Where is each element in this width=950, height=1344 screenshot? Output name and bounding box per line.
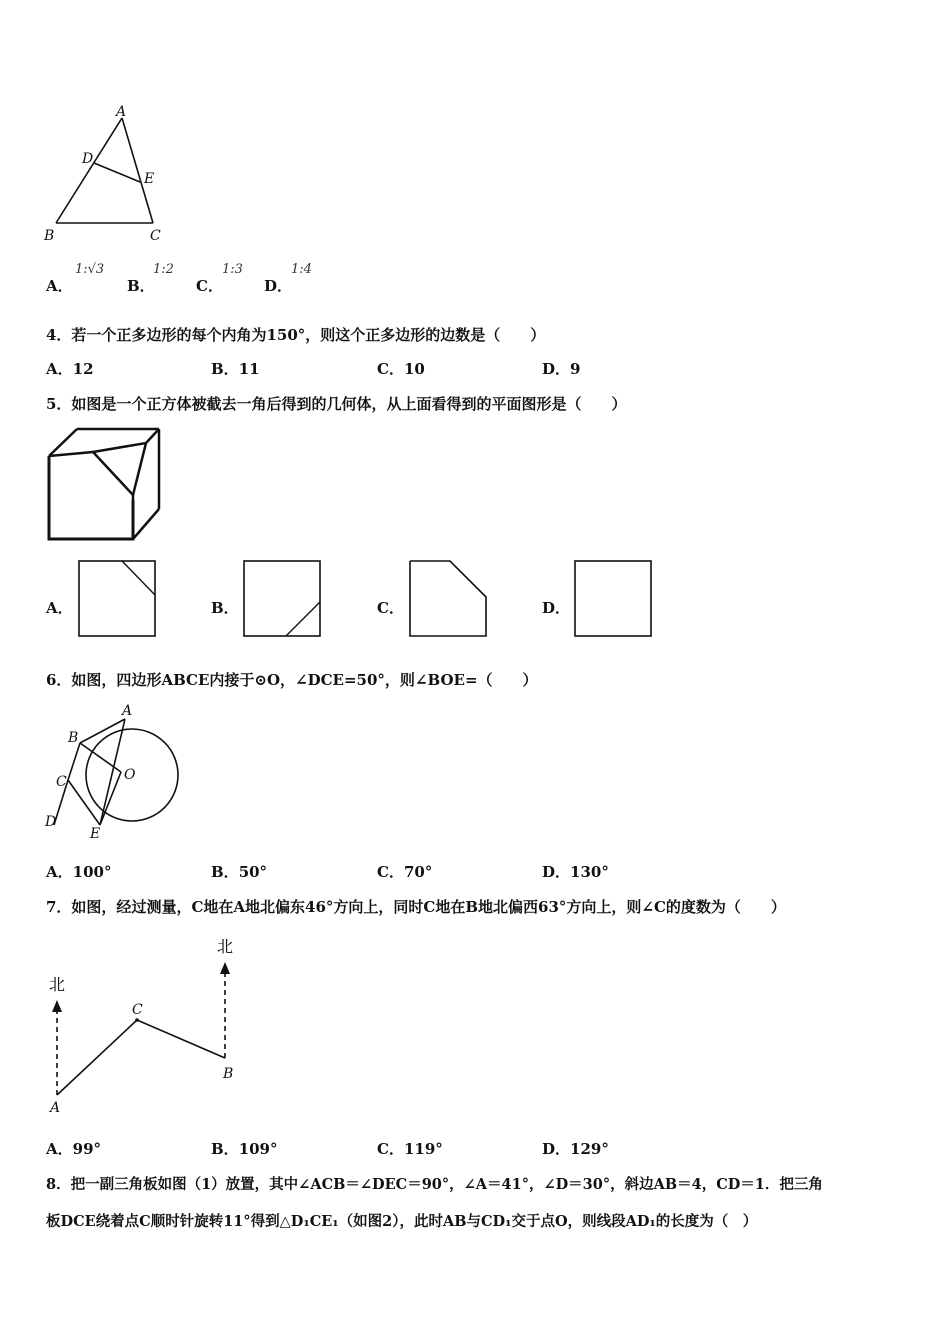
q3-option-a-value: 1:√3 xyxy=(75,262,105,277)
q3-option-d-value: 1:4 xyxy=(291,262,312,277)
q5-option-c-figure[interactable] xyxy=(408,560,490,638)
q3-label-d: D xyxy=(82,151,94,167)
q7-north-label-b: 北 xyxy=(217,937,234,956)
q7-label-c: C xyxy=(132,1002,143,1018)
q5-option-b-figure[interactable] xyxy=(243,560,323,638)
q3-option-c-value: 1:3 xyxy=(222,262,243,277)
q5-option-d-letter[interactable]: D． xyxy=(542,599,571,617)
q6-option-b[interactable]: B．50° xyxy=(211,863,268,881)
q7-option-c[interactable]: C．119° xyxy=(377,1140,443,1158)
q5-option-b-letter[interactable]: B． xyxy=(211,599,239,617)
q3-option-c-letter[interactable]: C． xyxy=(196,277,223,295)
q5-option-d-figure[interactable] xyxy=(574,560,654,638)
q3-triangle-figure xyxy=(40,100,180,250)
q7-direction-figure xyxy=(40,930,260,1120)
q5-question-text: 5．如图是一个正方体被截去一角后得到的几何体，从上面看得到的平面图形是（ ） xyxy=(46,395,627,413)
q6-label-c: C xyxy=(56,774,67,790)
q6-label-e: E xyxy=(90,826,101,842)
q8-question-line-1: 8．把一副三角板如图（1）放置，其中∠ACB＝∠DEC＝90°，∠A＝41°，∠D＝30°，斜边AB＝4，CD＝1．把三角 xyxy=(46,1176,823,1193)
q6-question-text: 6．如图，四边形ABCE内接于⊙O，∠DCE=50°，则∠BOE=（ ） xyxy=(46,671,538,689)
q4-option-c[interactable]: C．10 xyxy=(377,360,425,378)
q7-label-a: A xyxy=(50,1100,61,1116)
q5-option-a-figure[interactable] xyxy=(78,560,158,638)
q6-label-d: D xyxy=(45,814,57,830)
q3-label-b: B xyxy=(44,228,55,244)
q5-cut-cube-figure xyxy=(46,426,166,544)
q3-label-a: A xyxy=(116,104,127,120)
q6-option-d[interactable]: D．130° xyxy=(542,863,609,881)
q3-option-a-letter[interactable]: A． xyxy=(46,277,73,295)
q6-option-a[interactable]: A．100° xyxy=(46,863,112,881)
q7-option-a[interactable]: A．99° xyxy=(46,1140,102,1158)
q5-option-c-letter[interactable]: C． xyxy=(377,599,404,617)
q6-option-c[interactable]: C．70° xyxy=(377,863,433,881)
q4-option-a[interactable]: A．12 xyxy=(46,360,94,378)
q7-question-text: 7．如图，经过测量，C地在A地北偏东46°方向上，同时C地在B地北偏西63°方向上，则∠C的度数为（ ） xyxy=(46,898,786,916)
q7-north-label-a: 北 xyxy=(49,975,66,994)
q3-option-d-letter[interactable]: D． xyxy=(264,277,293,295)
q6-circle-figure xyxy=(40,700,190,845)
q7-option-d[interactable]: D．129° xyxy=(542,1140,609,1158)
q5-option-a-letter[interactable]: A． xyxy=(46,599,73,617)
q6-label-a: A xyxy=(122,703,133,719)
q6-label-o: O xyxy=(124,767,136,783)
q3-option-b-value: 1:2 xyxy=(153,262,174,277)
q4-option-d[interactable]: D．9 xyxy=(542,360,581,378)
q7-option-b[interactable]: B．109° xyxy=(211,1140,278,1158)
q3-label-e: E xyxy=(144,171,155,187)
q7-label-b: B xyxy=(223,1066,234,1082)
q6-label-b: B xyxy=(68,730,79,746)
q8-question-line-2: 板DCE绕着点C顺时针旋转11°得到△D₁CE₁（如图2），此时AB与CD₁交于点O，则线段AD₁的长度为（ ） xyxy=(46,1213,758,1230)
q4-option-b[interactable]: B．11 xyxy=(211,360,260,378)
q3-option-b-letter[interactable]: B． xyxy=(127,277,155,295)
q3-label-c: C xyxy=(150,228,161,244)
q4-question-text: 4．若一个正多边形的每个内角为150°，则这个正多边形的边数是（ ） xyxy=(46,326,546,344)
